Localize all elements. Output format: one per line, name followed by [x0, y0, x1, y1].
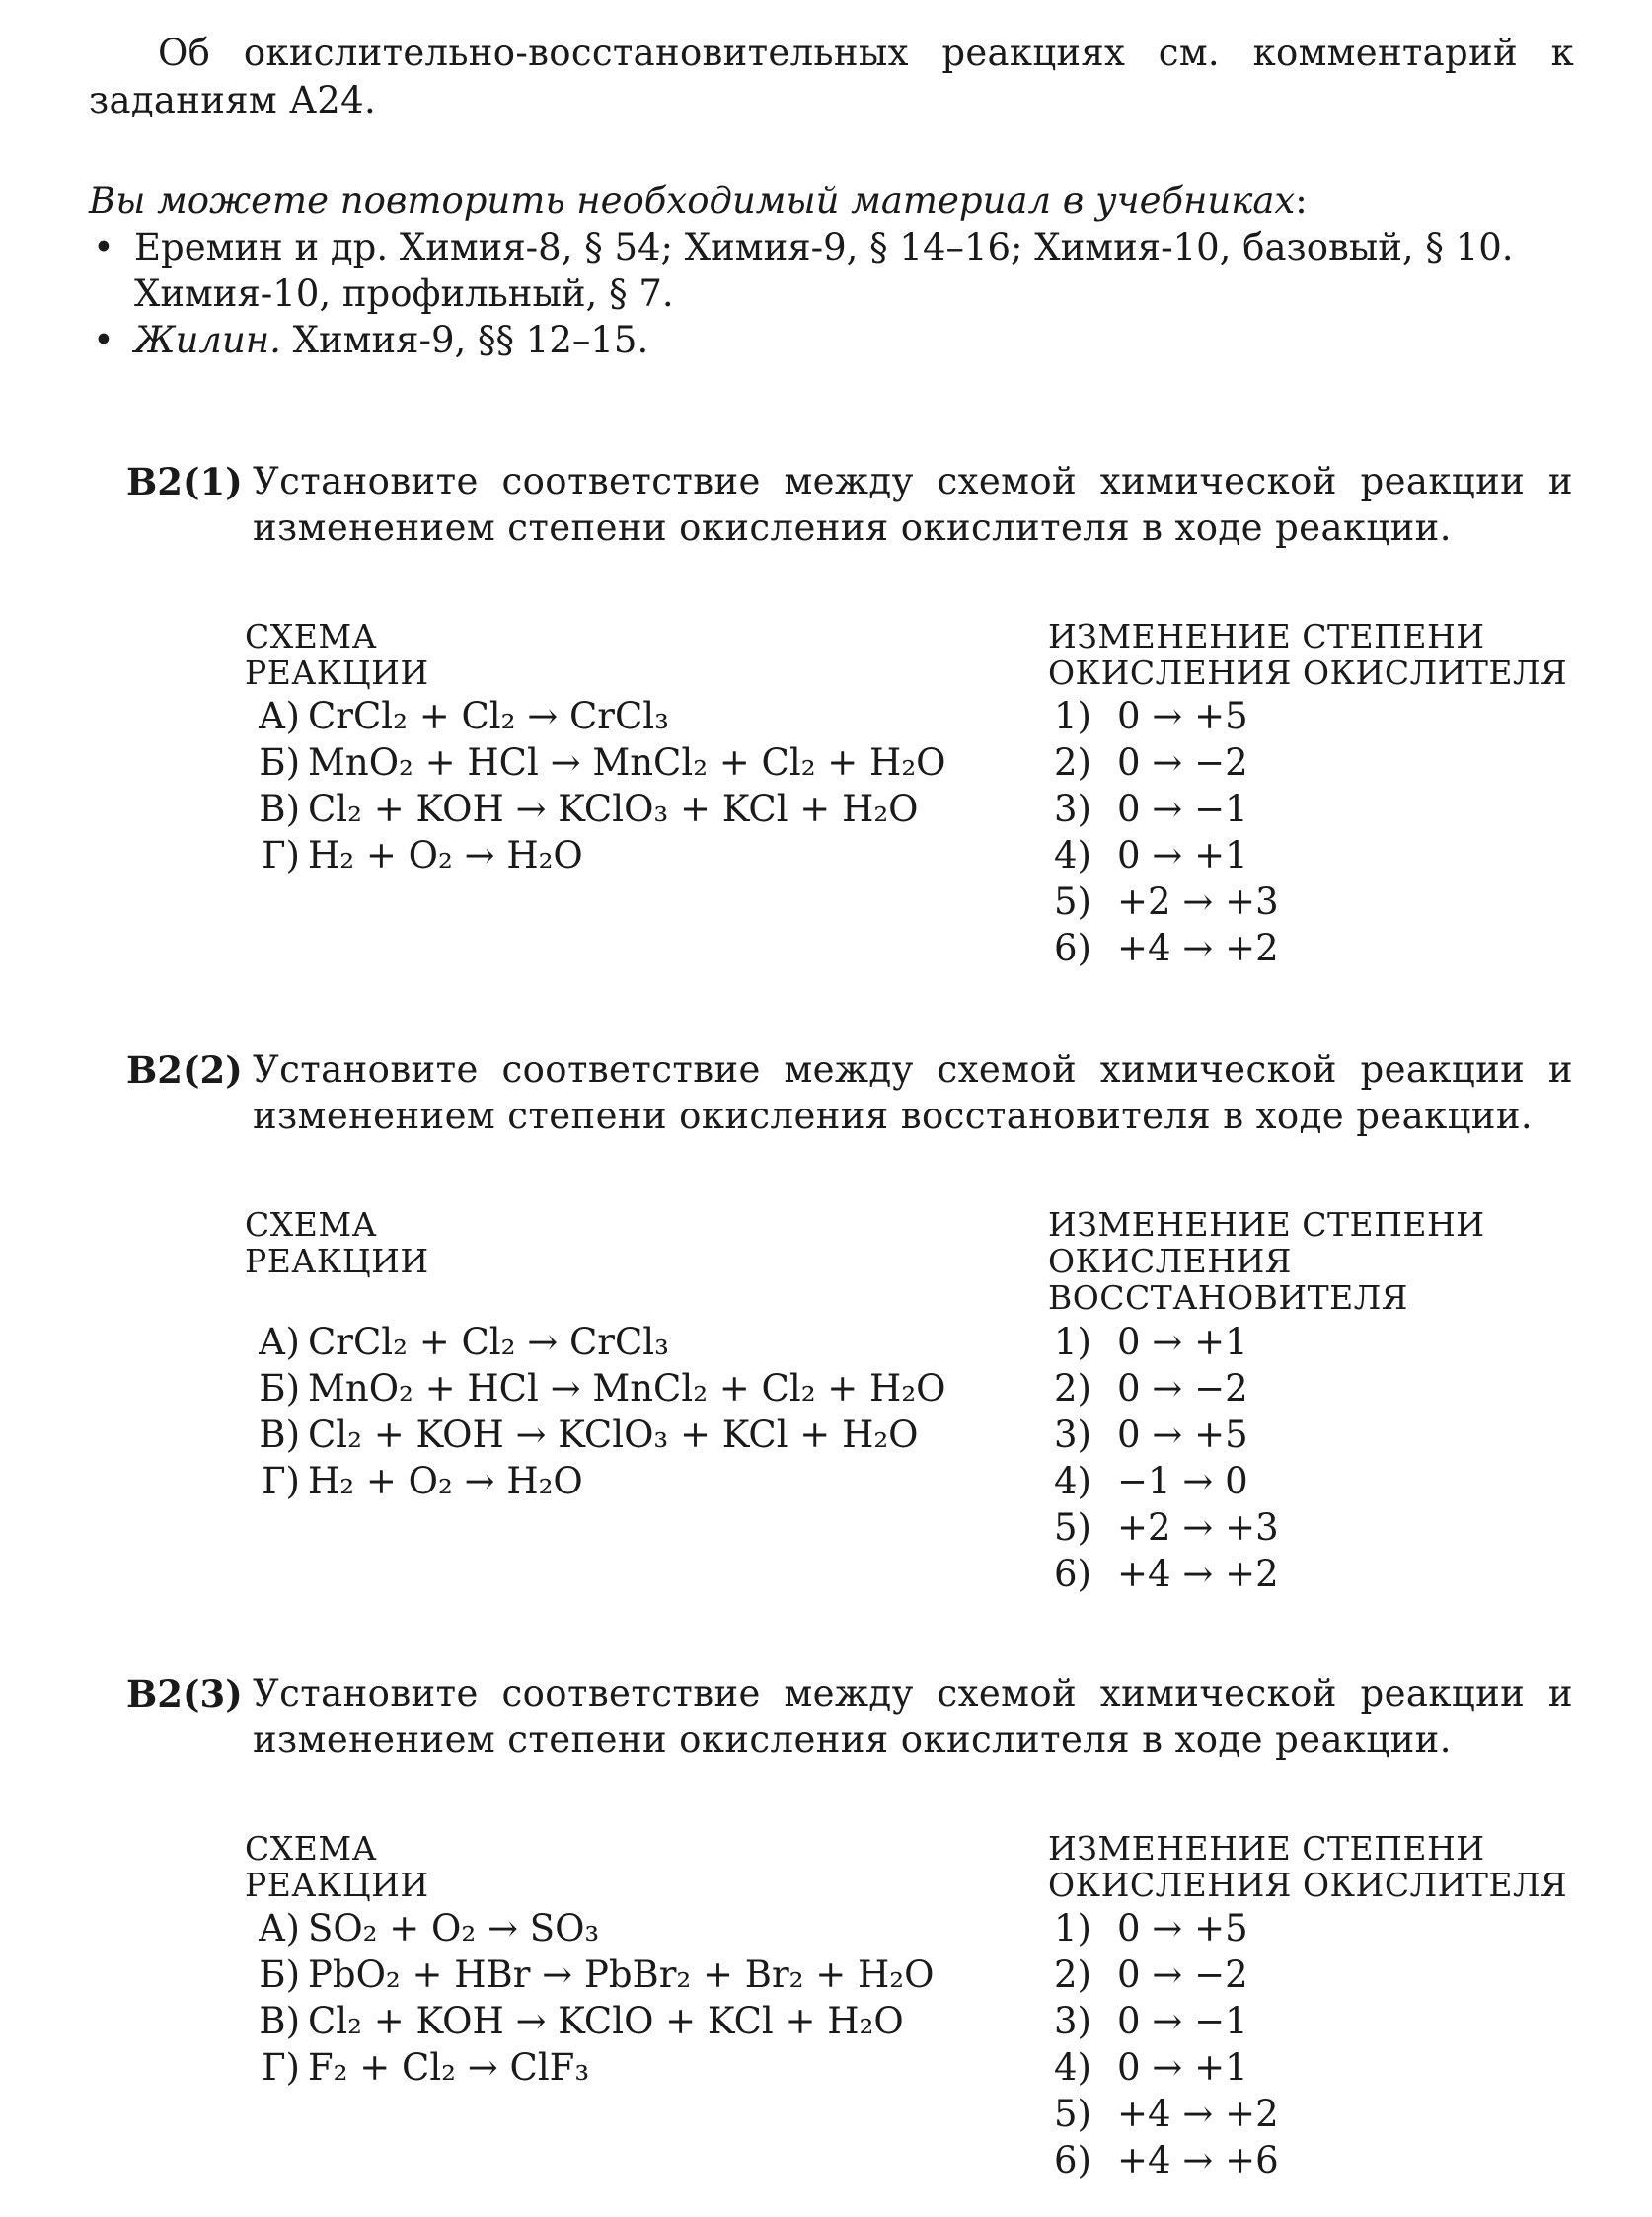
- change-item: [1054, 1951, 1279, 1998]
- reaction-column-header: СХЕМА РЕАКЦИИ: [245, 1829, 429, 1904]
- change-item: [1054, 2044, 1279, 2091]
- change-item: [1054, 1458, 1279, 1504]
- references-lead-colon: :: [1295, 180, 1308, 222]
- reference-text: Химия-9, §§ 12–15.: [280, 319, 649, 361]
- change-value: +4 → +2: [1117, 927, 1279, 969]
- reaction-letter: Г): [262, 834, 300, 877]
- task-text: Установите соответствие между схемой химической реакции и изменением степени окисления окислителя в ходе реакции.: [253, 1672, 1573, 1761]
- change-item: [1054, 1365, 1279, 1412]
- task-number: В2(2): [126, 1048, 243, 1092]
- reaction-letter: Б): [259, 741, 300, 784]
- reaction-item: [237, 739, 946, 786]
- references-list: [89, 224, 1579, 363]
- change-item: [1054, 739, 1279, 786]
- change-value: 0 → +1: [1117, 834, 1248, 877]
- references-lead-text: Вы можете повторить необходимый материал в учебниках: [89, 180, 1296, 222]
- change-number: 1): [1054, 1321, 1091, 1363]
- change-item: [1054, 693, 1279, 739]
- change-number: 4): [1054, 2046, 1091, 2089]
- change-value: 0 → +5: [1117, 1907, 1248, 1949]
- change-number: 3): [1054, 1414, 1091, 1456]
- reaction-item: [237, 1951, 934, 1998]
- change-list: [1054, 1319, 1279, 1597]
- reaction-letter: В): [259, 1414, 300, 1456]
- change-value: 0 → +1: [1117, 2046, 1248, 2089]
- change-list: [1054, 693, 1279, 971]
- change-item: [1054, 786, 1279, 832]
- change-value: 0 → +5: [1117, 695, 1248, 737]
- reaction-formula: MnO₂ + HCl → MnCl₂ + Cl₂ + H₂O: [308, 1367, 946, 1410]
- bullet-icon: •: [93, 319, 114, 361]
- reaction-letter: Г): [262, 2046, 300, 2089]
- task-text: Установите соответствие между схемой химической реакции и изменением степени окисления окислителя в ходе реакции.: [253, 460, 1573, 549]
- reaction-formula: F₂ + Cl₂ → ClF₃: [308, 2046, 590, 2089]
- references-lead: [89, 178, 1579, 224]
- reaction-item: [237, 1998, 934, 2044]
- change-value: +4 → +6: [1117, 2139, 1279, 2181]
- change-number: 5): [1054, 880, 1091, 923]
- reaction-letter: Б): [259, 1367, 300, 1410]
- reaction-letter: В): [259, 788, 300, 830]
- change-value: −1 → 0: [1117, 1460, 1248, 1502]
- change-number: 5): [1054, 2093, 1091, 2135]
- change-number: 4): [1054, 834, 1091, 877]
- reaction-formula: Cl₂ + KOH → KClO₃ + KCl + H₂O: [308, 788, 919, 830]
- reaction-formula: CrCl₂ + Cl₂ → CrCl₃: [308, 1321, 669, 1363]
- change-column-header: ИЗМЕНЕНИЕ СТЕПЕНИ ОКИСЛЕНИЯ ОКИСЛИТЕЛЯ: [1048, 1829, 1568, 1904]
- change-number: 2): [1054, 741, 1091, 784]
- change-item: [1054, 1551, 1279, 1597]
- change-number: 6): [1054, 1553, 1091, 1595]
- reaction-formula: H₂ + O₂ → H₂O: [308, 1460, 583, 1502]
- change-value: 0 → −1: [1117, 2000, 1248, 2042]
- change-column-header: ИЗМЕНЕНИЕ СТЕПЕНИ ОКИСЛЕНИЯ ВОССТАНОВИТЕЛЯ: [1048, 1205, 1485, 1317]
- reaction-item: [237, 1319, 946, 1365]
- task-number: В2(3): [126, 1672, 243, 1716]
- change-item: [1054, 2091, 1279, 2137]
- change-list: [1054, 1905, 1279, 2183]
- reaction-item: [237, 832, 946, 879]
- reaction-item: [237, 1905, 934, 1951]
- reaction-formula: MnO₂ + HCl → MnCl₂ + Cl₂ + H₂O: [308, 741, 946, 784]
- change-value: 0 → +5: [1117, 1414, 1248, 1456]
- change-number: 2): [1054, 1953, 1091, 1996]
- task-number: В2(1): [126, 460, 243, 503]
- change-value: 0 → −2: [1117, 1367, 1248, 1410]
- reaction-letter: Б): [259, 1953, 300, 1996]
- change-number: 3): [1054, 788, 1091, 830]
- change-number: 2): [1054, 1367, 1091, 1410]
- change-item: [1054, 832, 1279, 879]
- reaction-formula: CrCl₂ + Cl₂ → CrCl₃: [308, 695, 669, 737]
- change-number: 6): [1054, 927, 1091, 969]
- reaction-item: [237, 693, 946, 739]
- change-item: [1054, 879, 1279, 925]
- change-value: +2 → +3: [1117, 1506, 1279, 1549]
- textbook-references: [89, 178, 1579, 363]
- reaction-item: [237, 1412, 946, 1458]
- reaction-item: [237, 1365, 946, 1412]
- reaction-letter: А): [258, 1321, 300, 1363]
- change-number: 5): [1054, 1506, 1091, 1549]
- change-item: [1054, 1504, 1279, 1551]
- change-column-header: ИЗМЕНЕНИЕ СТЕПЕНИ ОКИСЛЕНИЯ ОКИСЛИТЕЛЯ: [1048, 617, 1568, 692]
- change-number: 1): [1054, 695, 1091, 737]
- reaction-formula: PbO₂ + HBr → PbBr₂ + Br₂ + H₂O: [308, 1953, 935, 1996]
- reaction-formula: Cl₂ + KOH → KClO₃ + KCl + H₂O: [308, 1414, 919, 1456]
- change-item: [1054, 1319, 1279, 1365]
- reaction-formula: Cl₂ + KOH → KClO + KCl + H₂O: [308, 2000, 904, 2042]
- reference-item: [89, 224, 1579, 317]
- bullet-icon: •: [93, 226, 114, 268]
- change-value: 0 → −1: [1117, 788, 1248, 830]
- reference-item: [89, 317, 1579, 363]
- reaction-item: [237, 786, 946, 832]
- change-value: +4 → +2: [1117, 2093, 1279, 2135]
- reaction-formula: SO₂ + O₂ → SO₃: [308, 1907, 600, 1949]
- change-item: [1054, 1412, 1279, 1458]
- reaction-letter: В): [259, 2000, 300, 2042]
- task-text: Установите соответствие между схемой химической реакции и изменением степени окисления восстановителя в ходе реакции.: [253, 1048, 1573, 1137]
- change-number: 6): [1054, 2139, 1091, 2181]
- reaction-letter: Г): [262, 1460, 300, 1502]
- change-value: +2 → +3: [1117, 880, 1279, 923]
- change-number: 4): [1054, 1460, 1091, 1502]
- change-item: [1054, 925, 1279, 971]
- change-number: 1): [1054, 1907, 1091, 1949]
- reaction-list: [237, 693, 946, 879]
- change-item: [1054, 2137, 1279, 2183]
- reaction-column-header: СХЕМА РЕАКЦИИ: [245, 1205, 429, 1280]
- reaction-letter: А): [258, 1907, 300, 1949]
- change-item: [1054, 1998, 1279, 2044]
- change-value: 0 → +1: [1117, 1321, 1248, 1363]
- reference-author: Жилин.: [134, 319, 281, 361]
- intro-paragraph: Об окислительно-восстановительных реакциях см. комментарий к заданиям А24.: [89, 32, 1574, 121]
- reaction-letter: А): [258, 695, 300, 737]
- change-number: 3): [1054, 2000, 1091, 2042]
- reaction-item: [237, 1458, 946, 1504]
- change-value: +4 → +2: [1117, 1553, 1279, 1595]
- change-item: [1054, 1905, 1279, 1951]
- reaction-column-header: СХЕМА РЕАКЦИИ: [245, 617, 429, 692]
- change-value: 0 → −2: [1117, 1953, 1248, 1996]
- reference-author: Еремин и др.: [134, 226, 389, 268]
- reaction-list: [237, 1319, 946, 1504]
- reaction-item: [237, 2044, 934, 2091]
- reaction-list: [237, 1905, 934, 2091]
- reference-text: Химия-8, § 54; Химия-9, § 14–16; Химия-10, базовый, § 10. Химия-10, профильный, § 7.: [134, 226, 1514, 315]
- change-value: 0 → −2: [1117, 741, 1248, 784]
- reaction-formula: H₂ + O₂ → H₂O: [308, 834, 583, 877]
